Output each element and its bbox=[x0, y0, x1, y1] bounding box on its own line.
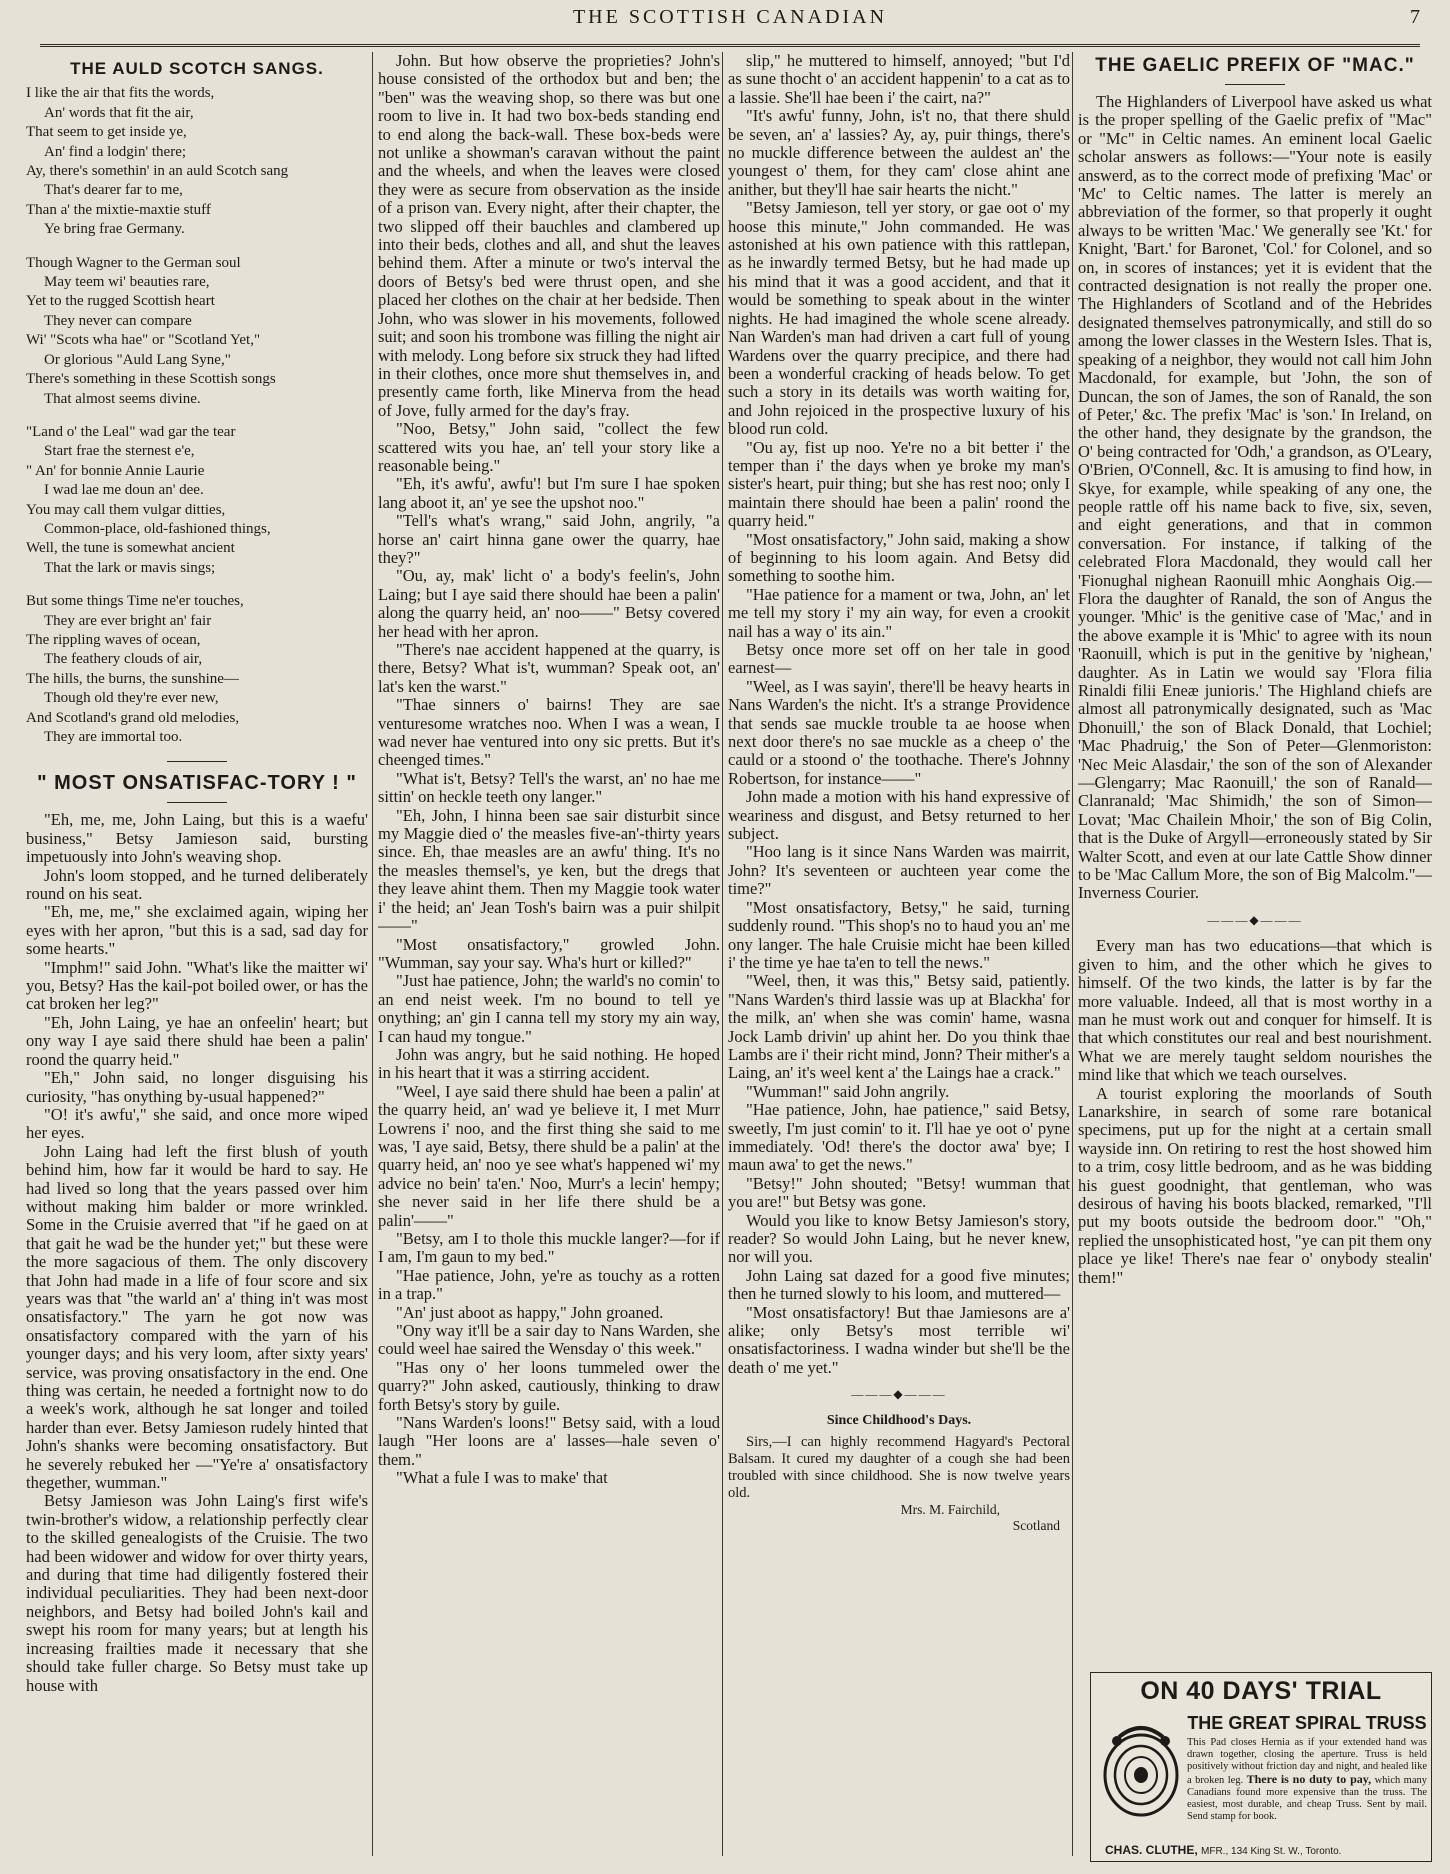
poem-stanza bbox=[26, 254, 368, 409]
poem-line: They are ever bright an' fair bbox=[44, 612, 212, 629]
poem-stanza bbox=[26, 423, 368, 578]
poem-line: That the lark or mavis sings; bbox=[44, 559, 216, 576]
paragraph: "What is't, Betsy? Tell's the warst, an' no hae me sittin' on heckle teeth ony langer." bbox=[378, 768, 720, 807]
poem-line: Though Wagner to the German soul bbox=[26, 254, 241, 271]
paragraph: John Laing had left the first blush of youth behind him, how far it would be hard to say. He had lived so long that the years passed over him without making him balder or more wrinkled. Some in the Cruisie averred that "if he gaed on at that gait he wad be the hunder yet;" but these were the more sagacious of them. The only discovery that John had made in a life of four score and six years was that "the warld an' a' thing in't was most onsatisfactory." The yarn he got now was onsatisfactory compared with the yarn of his younger days; and his very loom, after sixty years' service, was proving onsatisfactory in the end. One thing was certain, he needed a fortnight now to do a week's work, although he sat longer and toiled harder than ever. Betsy Jamieson rudely hinted that John's shanks were becoming onsatisfactory. But he severely rebuked her —"Ye're a' onsatisfactory thegether, wumman." bbox=[26, 1141, 368, 1493]
divider bbox=[167, 802, 227, 803]
truss-illustration-icon bbox=[1099, 1717, 1183, 1821]
paragraph: "Just hae patience, John; the warld's no comin' to an end neist week. I'm no bound to tell ye onything; an' gin I canna tell my story my ain way, I can haud my tongue." bbox=[378, 971, 720, 1046]
ad-maker bbox=[1105, 1843, 1425, 1857]
poem-line: The rippling waves of ocean, bbox=[26, 631, 201, 648]
ad-headline: ON 40 DAYS' TRIAL bbox=[1140, 1677, 1382, 1705]
paragraph: "Eh, John Laing, ye hae an onfeelin' heart; but ony way I aye said there shuld hae been a palin' roond the quarry heid." bbox=[26, 1012, 368, 1069]
paragraph: "Eh," John said, no longer disguising his curiosity, "has onything by-usual happened?" bbox=[26, 1068, 368, 1106]
truss-advertisement bbox=[1090, 1672, 1432, 1862]
poem-title: THE AULD SCOTCH SANGS. bbox=[70, 59, 324, 78]
letter-title: Since Childhood's Days. bbox=[826, 1412, 972, 1428]
ad-address: MFR., 134 King St. W., Toronto. bbox=[1201, 1846, 1342, 1857]
paragraph: "Has ony o' her loons tummeled ower the quarry?" John asked, cautiously, thinking to draw forth Betsy's story by guile. bbox=[378, 1357, 720, 1414]
paragraph: John's loom stopped, and he turned deliberately round on his seat. bbox=[26, 865, 368, 904]
masthead-rule bbox=[40, 44, 1420, 47]
poem-line: Ay, there's somethin' in an auld Scotch sang bbox=[26, 163, 289, 180]
paragraph: "Most onsatisfactory! But thae Jamiesons are a' alike; only Betsy's most terrible wi' onsatisfactoriness. I wadna winder but she'll be the death o' me yet." bbox=[728, 1302, 1070, 1377]
paragraph: "Thae sinners o' bairns! They are sae venturesome wratches noo. When I was a wean, I wad never hae ventured into ony sic pretts. But it's cheenged times." bbox=[378, 695, 720, 770]
poem-line: The feathery clouds of air, bbox=[44, 651, 203, 668]
poem-line: That almost seems divine. bbox=[44, 390, 201, 407]
ad-body-text-2: which many Canadians found more expensive than the truss. The easiest, most durable, and cheap Truss. Sent by mail. Send stamp for book. bbox=[1187, 1775, 1427, 1822]
paragraph: "Eh, me, me, John Laing, but this is a waefu' business," Betsy Jamieson said, bursting impetuously into John's weaving shop. bbox=[26, 810, 368, 867]
story-continued bbox=[378, 52, 720, 1488]
paragraph: "Hae patience, John, hae patience," said Betsy, sweetly, I'm just comin' to it. I'll hae ye oot o' pyne immediately. 'Od! there's the doctor awa' bye; I maun awa' to get the news." bbox=[728, 1100, 1070, 1175]
poem-line: Ye bring frae Germany. bbox=[44, 221, 185, 238]
ornament-divider: ———◆——— bbox=[851, 1387, 947, 1402]
gaelic-title: THE GAELIC PREFIX OF "MAC." bbox=[1095, 55, 1415, 76]
paragraph: John Laing sat dazed for a good five minutes; then he turned slowly to his loom, and muttered— bbox=[728, 1265, 1070, 1304]
ad-maker-name: CHAS. CLUTHE, bbox=[1105, 1843, 1198, 1857]
paragraph: "Noo, Betsy," John said, "collect the few scattered wits you hae, an' tell your story like a reasonable being." bbox=[378, 419, 720, 475]
paragraph: "Tell's what's wrang," said John, angrily, "a horse an' cairt hinna gane ower the quarry, hae they?" bbox=[378, 511, 720, 567]
paragraph: "O! it's awfu'," she said, and once more wiped her eyes. bbox=[26, 1104, 368, 1143]
poem-line: Though old they're ever new, bbox=[44, 690, 219, 707]
poem-line: They never can compare bbox=[44, 312, 192, 329]
poem-line: They are immortal too. bbox=[44, 729, 183, 745]
paragraph: "Weel, I aye said there shuld hae been a palin' at the quarry heid, an' wad ye believe it, I met Murr Lowrens i' noo, and the first thing she said to me was, 'I aye said, Betsy, there shuld be a palin' at the quarry heid, an' noo ye see what's happened wi' my advice no bein' ta'en.' Noo, Murr's a lecin' hempy; she never said in her life there shuld be a palin'——" bbox=[378, 1081, 720, 1230]
paragraph: "Betsy Jamieson, tell yer story, or gae oot o' my hoose this minute," John commanded. He was astonished at his own patience with this rattlepan, as he inwardly termed Betsy, but he had made up his mind that it was a good accident, and that it would be something to speak about in the winter nights. He had imagined the whole scene already. Nan Warden's man had driven a cart full of young Wardens over the quarry precipice, and there had been a wonderful cracking of heads below. To get such a story in its details was worth waiting for, and John rejoiced in the prospective luxury of his blood run cold. bbox=[728, 198, 1070, 439]
poem-line: I wad lae me doun an' dee. bbox=[44, 482, 204, 499]
paragraph: "Hoo lang is it since Nans Warden was mairrit, John? It's seventeen or auchteen year come the time?" bbox=[728, 842, 1070, 899]
poem-line: That seem to get inside ye, bbox=[26, 124, 187, 141]
poem-line: I like the air that fits the words, bbox=[26, 85, 215, 102]
paragraph: "Ou ay, fist up noo. Ye're no a bit better i' the temper than i' the days when ye broke my man's sister's heart, puir thing; but she has rest noo; only I maintain there should hae been a palin' roond the quarry heid." bbox=[728, 437, 1070, 531]
column-rule bbox=[372, 52, 373, 1856]
poem-body bbox=[26, 84, 368, 747]
divider bbox=[167, 761, 227, 762]
paragraph: "Imphm!" said John. "What's like the maitter wi' you, Betsy? Has the kail-pot boiled ower, or has the cat broken her leg?" bbox=[26, 957, 368, 1014]
paragraph: "Betsy!" John shouted; "Betsy! wumman that you are!" but Betsy was gone. bbox=[728, 1173, 1070, 1212]
column-4 bbox=[1078, 52, 1432, 1664]
poem-line: May teem wi' beauties rare, bbox=[44, 274, 210, 291]
paragraph: "Eh, it's awfu', awfu'! but I'm sure I hae spoken lang aboot it, an' ye see the upshot noo." bbox=[378, 474, 720, 512]
paragraph: "Wumman!" said John angrily. bbox=[746, 1081, 950, 1101]
divider bbox=[1225, 84, 1285, 85]
ad-body bbox=[1187, 1737, 1427, 1823]
paragraph: "Most onsatisfactory," John said, making a show of beginning to his loom again. And Betsy did something to soothe him. bbox=[728, 529, 1070, 586]
story-body bbox=[26, 811, 368, 1695]
column-rule bbox=[722, 52, 723, 1856]
paragraph: John was angry, but he said nothing. He hoped in his heart that it was a stirring accident. bbox=[378, 1044, 720, 1083]
paragraph: "Weel, as I was sayin', there'll be heavy hearts in Nans Warden's the nicht. It's a strange Providence that sends sae muckle trouble ta ae hoose when next door there's no sae muckle as a cheep o' the cauld or a stoond o' the toothache. There's Johnny Robertson, for instance——" bbox=[728, 676, 1070, 788]
paragraph: Would you like to know Betsy Jamieson's story, reader? So would John Laing, but he never knew, nor will you. bbox=[728, 1210, 1070, 1267]
column-3 bbox=[728, 52, 1070, 1856]
ad-emphasis: There is no duty to pay, bbox=[1246, 1772, 1372, 1786]
poem-line: Or glorious "Auld Lang Syne," bbox=[44, 351, 231, 368]
paragraph: "It's awfu' funny, John, is't no, that there shuld be seven, an' a' lassies? Ay, ay, puir things, there's no muckle difference between the auldest an' the youngest o' them, for they cam' close ahint ane anither, but they'll hae sair hearts the nicht." bbox=[728, 106, 1070, 199]
letter-signature: Mrs. M. Fairchild, bbox=[900, 1502, 1000, 1518]
column-2 bbox=[378, 52, 720, 1856]
poem-line: And Scotland's grand old melodies, bbox=[26, 709, 240, 726]
short-items bbox=[1078, 937, 1432, 1287]
poem-line: Common-place, old-fashioned things, bbox=[44, 520, 271, 537]
column-rule bbox=[1072, 52, 1073, 1856]
paragraph: "Eh, John, I hinna been sae sair disturbit since my Maggie died o' the measles five-an'-thirty years since. Eh, thae measles are an awfu' thing. It's no the measles themsel's, ye ken, but the dregs that they leave ahint them. Then my Maggie took water i' the heid; an' Jean Tosh's bairn was a puir shilpit——" bbox=[378, 805, 720, 936]
paragraph: "Hae patience, John, ye're as touchy as a rotten in a trap." bbox=[378, 1265, 720, 1304]
poem-line: Than a' the mixtie-maxtie stuff bbox=[26, 201, 211, 218]
ad-body-text: This Pad closes Hernia as if your extended hand was drawn together, closing the aperture. Truss is held positively without friction day and night, and healed like a broken leg. bbox=[1187, 1737, 1427, 1786]
masthead bbox=[40, 6, 1420, 32]
paragraph: "Most onsatisfactory, Betsy," he said, turning suddenly round. "This shop's no to haud you an' me ony langer. The hale Cruisie micht hae been killed i' the time ye hae ta'en to tell the news." bbox=[728, 897, 1070, 972]
paragraph: Betsy Jamieson was John Laing's first wife's twin-brother's widow, a relationship perfectly clear to the skilled genealogists of the Cruisie. The two had been widower and widow for over thirty years, and during that time had diligently fostered their individual peculiarities. They had been next-door neighbors, and Betsy had boiled John's kail and swept his room for many years; but at length his increasing frailties made it necessary that she should take fuller charge. So Betsy must take up house with bbox=[26, 1491, 368, 1695]
poem-line: But some things Time ne'er touches, bbox=[26, 593, 244, 610]
paragraph: A tourist exploring the moorlands of South Lanarkshire, in search of some rare botanical specimens, put up for the night at a certain small wayside inn. On retiring to rest the host showed him to a trim, cosy little bedroom, and as he was bidding his guest goodnight, that gentleman, who was desirous of having his boots blacked, remarked, "I'll put my boots outside the bedroom door." "Oh," replied the unsophisticated host, "ye can pit them ony place ye like! There's nae fear o' onybody stealin' them!" bbox=[1078, 1083, 1432, 1287]
ornament-divider: ———◆——— bbox=[1207, 912, 1303, 927]
paragraph: "Betsy, am I to thole this muckle langer?—for if I am, I'm gaun to my bed." bbox=[378, 1229, 720, 1267]
paragraph: "Ony way it'll be a sair day to Nans Warden, she could weel hae saired the Wensday o' this week." bbox=[378, 1321, 720, 1359]
paragraph: slip," he muttered to himself, annoyed; "but I'd as sune thocht o' an accident happenin' to a cat as to a lassie. She'll hae been i' the cairt, na?" bbox=[728, 52, 1070, 107]
masthead-title: THE SCOTTISH CANADIAN bbox=[572, 6, 888, 28]
paragraph: "Hae patience for a mament or twa, John, an' let me tell my story i' my ain way, for even a crookit nail has a way o' its ain." bbox=[728, 584, 1070, 641]
paragraph: John. But how observe the proprieties? John's house consisted of the orthodox but and ben; the "ben" was the weaving shop, so there was but one room to live in. It had two box-beds standing end to end along the back-wall. These box-beds were not unlike a showman's caravan without the paint and the wheels, and when the leaves were closed they were as secure from observation as the inside of a prison van. Every night, after their chapter, the two slipped off their bauchles and clambered up into their beds, clothes and all, and shut the leaves behind them. After a minute or two's interval the doors of Betsy's bed were thrust open, and she placed her clothes on the chair at her bedside. Then John, who was slower in his movements, followed suit; and soon his trombone was filling the night air with melody. Long before six struck they had lifted in their clothes, once more shut themselves in, and presently came forth, like Minerva from the head of Jove, fully armed for the day's fray. bbox=[378, 52, 720, 420]
poem-line: " An' for bonnie Annie Laurie bbox=[26, 462, 205, 479]
poem-line: An' find a lodgin' there; bbox=[44, 143, 187, 160]
paragraph: Betsy once more set off on her tale in good earnest— bbox=[728, 640, 1070, 678]
story-title: " MOST ONSATISFAC-TORY ! " bbox=[37, 772, 357, 795]
poem-line: "Land o' the Leal" wad gar the tear bbox=[26, 423, 236, 440]
paragraph: "An' just aboot as happy," John groaned. bbox=[396, 1302, 664, 1322]
poem-line: Well, the tune is somewhat ancient bbox=[26, 540, 235, 557]
paragraph: "There's nae accident happened at the quarry, is there, Betsy? What is't, wumman? Speak oot, an' lat's ken the warst." bbox=[378, 640, 720, 696]
ad-product-name: THE GREAT SPIRAL TRUSS bbox=[1187, 1713, 1427, 1733]
poem-stanza bbox=[26, 84, 368, 239]
paragraph: "Weel, then, it was this," Betsy said, patiently. "Nans Warden's third lassie was up at Blackha' for the milk, an' when she was comin' hame, wasna Jock Lamb drivin' up ahint her. Do you think thae Lambs are i' their richt mind, Jonn? Their mither's a Laing, an' it's weel kent a' the Laings hae a crack." bbox=[728, 971, 1070, 1083]
poem-line: You may call them vulgar ditties, bbox=[26, 501, 226, 518]
poem-line: The hills, the burns, the sunshine— bbox=[26, 670, 239, 687]
poem-line: An' words that fit the air, bbox=[44, 104, 194, 121]
poem-line: Start frae the sternest e'e, bbox=[44, 443, 195, 460]
paragraph: "Most onsatisfactory," growled John. "Wumman, say your say. Wha's hurt or killed?" bbox=[378, 934, 720, 972]
page-number: 7 bbox=[1410, 6, 1420, 28]
paragraph: The Highlanders of Liverpool have asked us what is the proper spelling of the Gaelic prefix of "Mac" or "Mc" in Celtic names. An eminent local Gaelic scholar answers as follows:—"Your note is easily answerd, as to the correct mode of prefixing 'Mac' or 'Mc' to Celtic names. The latter is merely an abbreviation of the former, so that properly it ought always to be written 'Mac.' We generally see 'Kt.' for Knight, 'Bart.' for Baronet, 'Col.' for Colonel, and so on, in scores of instances; yet it is evident that the contracted designation is not really the proper one. The Highlanders of Scotland and of the Hebrides designated themselves patronymically, and still do so among the lower classes in the Western Isles. That is, speaking of a neighbor, they would not call him John Macdonald, for example, but 'John, the son of Duncan, the son of James, the son of Ranald, the son of Peter,' &c. The prefix 'Mac' is 'son.' In Ireland, on the other hand, they designate by the grandson, the O' being contracted for 'Odh,' a grandson, as O'Leary, O'Brien, O'Connell, &c. It is amusing to find how, in Skye, for example, while speaking of any one, the people rattle off his name back to five, six, seven, and eight generations, and that in common conversation. For instance, if talking of the celebrated Flora Macdonald, they would call her 'Fionughal nighean Raonuill mhic Aonghais Oig.—Flora the daughter of Ranald, the son of Angus the younger. 'Mhic' is the genitive case of 'Mac,' and in the above example it is 'Mhic' to agree with its noun 'Raonuill, which is put in the genitive by 'nighean,' daughter. As in Latin we would say 'Flora filia Rinaldi filii Eneæ junioris.' The Highland chiefs are almost all patronymically designated, such as 'Mac Dhonuill,' the son of Black Donald, that Lochiel; 'Mac Phadruig,' the Son of Peter—Glenmoriston: 'Nec Meic Alasdair,' the son of the son of Alexander—Glengarry; Mac Raonuill,' the son of Ranald—Clanranald; 'Mac Shimidh,' the son of Simon—Lovat; 'Mac Chailein Mhoir,' the son of Big Colin, that is the Duke of Argyll—erroneously stated by Sir Walter Scott, and even at our late Cattle Show dinner to be 'Mac Callum More, the son of Big Malcolm."—Inverness Courier. bbox=[1078, 92, 1432, 903]
paragraph: Every man has two educations—that which is given to him, and the other which he gives to himself. Of the two kinds, the latter is by far the more valuable. Indeed, all that is most worthy in a man he must work out and conquer for himself. It is that which constitutes our real and best nourishment. What we are merely taught seldom nourishes the mind like that which we teach ourselves. bbox=[1078, 936, 1432, 1085]
poem-line: Wi' "Scots wha hae" or "Scotland Yet," bbox=[26, 332, 261, 349]
letter-body: Sirs,—I can highly recommend Hagyard's Pectoral Balsam. It cured my daughter of a cough she had been troubled with since childhood. She is now twelve years old. bbox=[728, 1434, 1070, 1502]
poem-line: Yet to the rugged Scottish heart bbox=[26, 293, 215, 310]
paragraph: "Ou, ay, mak' licht o' a body's feelin's, John Laing; but I aye said there should hae been a palin' along the quarry heid, an' noo——" Betsy covered her head with her apron. bbox=[378, 566, 720, 641]
paragraph: "Nans Warden's loons!" Betsy said, with a loud laugh "Her loons are a' lasses—hale seven o' them." bbox=[378, 1413, 720, 1469]
paragraph: "Eh, me, me," she exclaimed again, wiping her eyes with her apron, "but this is a sad, sad day for some hearts." bbox=[26, 902, 368, 959]
paragraph: "What a fule I was to make' that bbox=[396, 1468, 608, 1488]
paragraph: John made a motion with his hand expressive of weariness and disgust, and Betsy returned to her subject. bbox=[728, 787, 1070, 844]
story-conclusion bbox=[728, 52, 1070, 1377]
poem-line: That's dearer far to me, bbox=[44, 182, 183, 199]
letter-location: Scotland bbox=[1012, 1518, 1060, 1534]
poem-stanza bbox=[26, 592, 368, 747]
gaelic-article bbox=[1078, 93, 1432, 903]
column-1 bbox=[26, 52, 368, 1856]
poem-line: There's something in these Scottish songs bbox=[26, 371, 276, 388]
